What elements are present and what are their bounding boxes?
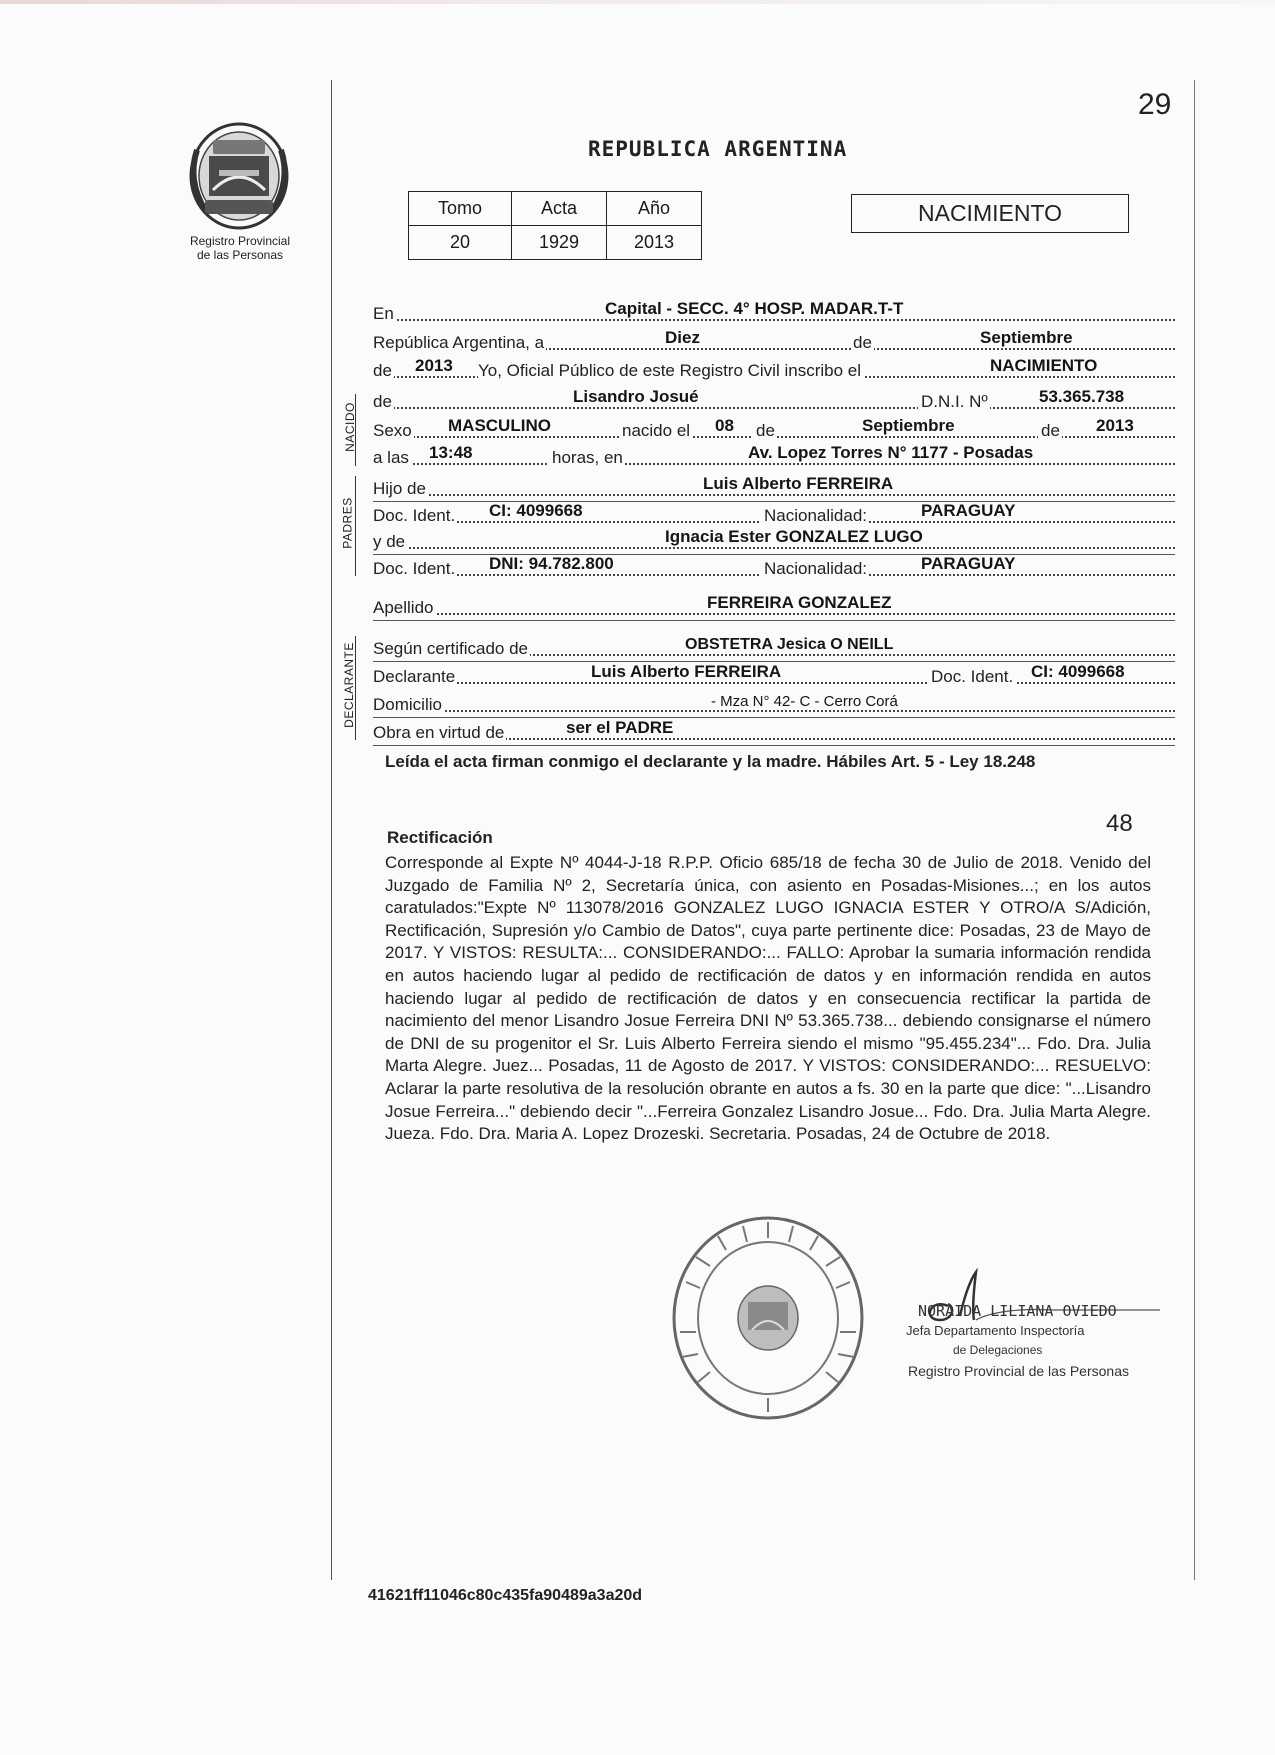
- padres-section-bar: [355, 476, 356, 576]
- right-margin-line: [1194, 80, 1195, 1580]
- republica-label: República Argentina, a: [373, 333, 545, 352]
- mes-value: Septiembre: [980, 328, 1073, 347]
- rectification-number: 48: [1106, 810, 1133, 837]
- dni-label: D.N.I. Nº: [918, 392, 990, 412]
- record-value-tomo: 20: [409, 226, 512, 260]
- record-header-row: [409, 192, 702, 226]
- padre-nac-value: PARAGUAY: [921, 501, 1016, 520]
- yde-label: y de: [373, 532, 406, 551]
- field-row-en: [373, 296, 1175, 326]
- domicilio-value: - Mza N° 42- C - Cerro Corá: [711, 693, 898, 710]
- en-label: En: [373, 304, 394, 323]
- padre-nac-label: Nacionalidad:: [761, 506, 869, 526]
- padres-section-label: PADRES: [340, 497, 355, 549]
- signatory-organization: Registro Provincial de las Personas: [908, 1363, 1129, 1379]
- field-row-madre: [373, 524, 1175, 554]
- record-header-acta: Acta: [512, 192, 607, 226]
- oficial-text: Yo, Oficial Público de este Registro Civil inscribo el: [478, 361, 861, 380]
- madre-nac-label: Nacionalidad:: [761, 559, 869, 579]
- padre-value: Luis Alberto FERREIRA: [703, 474, 894, 493]
- nac-anio-value: 2013: [1096, 416, 1134, 435]
- rectification-body: Corresponde al Expte Nº 4044-J-18 R.P.P. Oficio 685/18 de fecha 30 de Julio de 2018. Venido del Juzgado de Familia Nº 2, Secretaría única, con asiento en Posadas-Misiones...; en los autos caratulados:"Expte Nº 113078/2016 GONZALEZ LUGO IGNACIA ESTER Y OTRO/A S/Adición, Rectificación, Supresión y/o Cambio de Datos", cuya parte pertinente dice: Posadas, 23 de Mayo de 2017. Y VISTOS: RESULTA:... CONSIDERANDO:... FALLO: Aprobar la sumaria información rendida en autos haciendo lugar al pedido de rectificación de datos y en información rendida en autos haciendo lugar al pedido de rectificación de datos y en consecuencia rectificar la partida de nacimiento del menor Lisandro Josue Ferreira DNI Nº 53.365.738... debiendo consignarse el número de DNI de su progenitor el Sr. Luis Alberto Ferreira siendo el mismo "95.455.234"... Fdo. Dra. Julia Marta Alegre. Juez... Posadas, 11 de Agosto de 2017. Y VISTOS: CONSIDERANDO:... RESUELVO: Aclarar la parte resolutiva de la resolución obrante en autos a fs. 30 en la parte que dice: "...Lisandro Josue Ferreira..." debiendo decir "...Ferreira Gonzalez Lisandro Josue... Fdo. Dra. Julia Marta Alegre. Jueza. Fdo. Dra. Maria A. Lopez Drozeski. Secretaria. Posadas, 24 de Octubre de 2018.: [385, 853, 1151, 1144]
- en-value: Capital - SECC. 4° HOSP. MADAR.T-T: [605, 299, 904, 318]
- record-table: [408, 191, 702, 260]
- sexo-value: MASCULINO: [448, 416, 551, 435]
- nac-de2-label: de: [1038, 421, 1062, 441]
- document-title: REPUBLICA ARGENTINA: [588, 137, 848, 161]
- declarante-label: Declarante: [373, 667, 456, 686]
- madre-doc-label: Doc. Ident.: [373, 559, 456, 578]
- record-value-acta: 1929: [512, 226, 607, 260]
- field-row-nombre: [373, 384, 1175, 414]
- record-header-anio: Año: [607, 192, 702, 226]
- obra-label: Obra en virtud de: [373, 723, 505, 742]
- left-margin-line: [331, 80, 332, 1580]
- issuer-caption-line1: Registro Provincial: [189, 234, 291, 248]
- nombre-label: de: [373, 392, 392, 411]
- page-number: 29: [1138, 88, 1172, 121]
- issuer-caption: [170, 234, 310, 262]
- nombre-value: Lisandro Josué: [573, 387, 699, 406]
- nacido-label: nacido el: [619, 421, 692, 441]
- record-value-anio: 2013: [607, 226, 702, 260]
- de2-label: de: [373, 361, 392, 380]
- dia-value: Diez: [665, 328, 700, 347]
- madre-value: Ignacia Ester GONZALEZ LUGO: [665, 527, 923, 546]
- anio-value: 2013: [415, 356, 453, 375]
- de-label: de: [853, 333, 872, 352]
- rectification-title: Rectificación: [387, 828, 493, 847]
- hijo-label: Hijo de: [373, 479, 426, 498]
- signature-statement: Leída el acta firman conmigo el declarante y la madre. Hábiles Art. 5 - Ley 18.248: [385, 752, 1036, 771]
- nac-dia-value: 08: [715, 416, 734, 435]
- dni-value: 53.365.738: [1039, 387, 1125, 406]
- coat-of-arms-icon: [183, 120, 295, 232]
- document-hash: 41621ff11046c80c435fa90489a3a20d: [368, 1587, 643, 1604]
- declarante-section-label: DECLARANTE: [341, 642, 356, 728]
- domicilio-label: Domicilio: [373, 695, 442, 714]
- record-value-row: [409, 226, 702, 260]
- alas-label: a las: [373, 448, 409, 467]
- lugar-value: Av. Lopez Torres N° 1177 - Posadas: [748, 443, 1034, 462]
- hora-value: 13:48: [429, 443, 473, 462]
- field-row-sexo: [373, 413, 1175, 443]
- signatory-name: NORAIDA LILIANA OVIEDO: [918, 1302, 1117, 1320]
- padre-doc-label: Doc. Ident.: [373, 506, 456, 525]
- handwritten-signature-icon: [900, 1268, 1160, 1408]
- signatory-department: de Delegaciones: [953, 1343, 1043, 1357]
- padre-doc-value: CI: 4099668: [489, 501, 583, 520]
- field-row-segun: [373, 631, 1175, 661]
- field-row-madre-doc: [373, 551, 1175, 581]
- official-stamp-icon: [668, 1212, 868, 1424]
- issuer-caption-line2: de las Personas: [196, 248, 284, 262]
- declarante-doc-label: Doc. Ident.: [928, 667, 1015, 687]
- scan-edge: [0, 0, 1275, 4]
- apellido-value: FERREIRA GONZALEZ: [707, 593, 892, 612]
- field-row-apellido: [373, 590, 1175, 620]
- field-row-domicilio: [373, 687, 1175, 717]
- apellido-label: Apellido: [373, 598, 434, 617]
- obra-value: ser el PADRE: [566, 718, 674, 737]
- nac-mes-value: Septiembre: [862, 416, 955, 435]
- field-row-obra: [373, 715, 1175, 745]
- field-row-hora: [373, 440, 1175, 470]
- nacido-section-label: NACIDO: [342, 402, 357, 452]
- segun-value: OBSTETRA Jesica O NEILL: [685, 636, 894, 653]
- madre-nac-value: PARAGUAY: [921, 554, 1016, 573]
- madre-doc-value: DNI: 94.782.800: [489, 554, 614, 573]
- field-row-fecha: [373, 325, 1175, 355]
- sexo-label: Sexo: [373, 421, 412, 440]
- declarante-value: Luis Alberto FERREIRA: [591, 662, 782, 681]
- field-row-padre: [373, 471, 1175, 501]
- declarante-doc-value: CI: 4099668: [1031, 662, 1125, 681]
- act-type-box: NACIMIENTO: [851, 194, 1129, 233]
- nac-de-label: de: [753, 421, 777, 441]
- segun-label: Según certificado de: [373, 639, 528, 658]
- signatory-role: Jefa Departamento Inspectoría: [906, 1323, 1085, 1338]
- field-row-acto: [373, 353, 1175, 383]
- horas-label: horas, en: [549, 448, 625, 468]
- acto-value: NACIMIENTO: [990, 356, 1098, 375]
- field-row-declarante: [373, 659, 1175, 689]
- record-header-tomo: Tomo: [409, 192, 512, 226]
